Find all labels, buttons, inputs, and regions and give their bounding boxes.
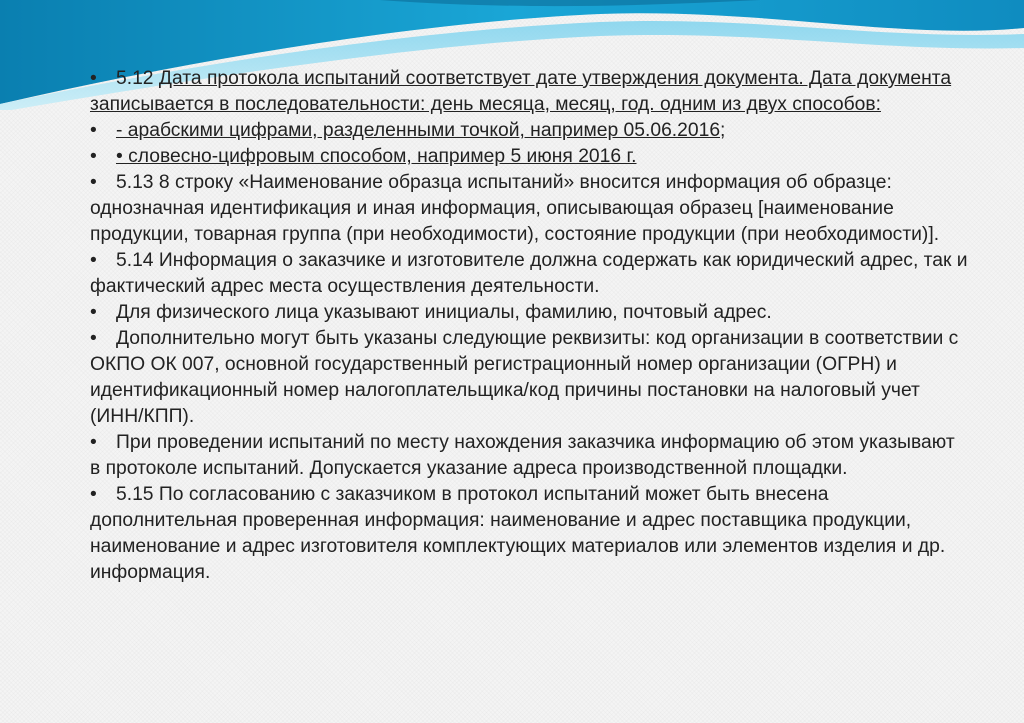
bullet: •: [90, 432, 97, 453]
paragraph-text: • словесно-цифровым способом, например 5 июня 2016 г.: [116, 146, 637, 167]
paragraph-text: При проведении испытаний по месту нахождения заказчика информацию об этом указывают в протоколе испытаний. Допускается указание адреса производственной площадки.: [90, 432, 955, 479]
slide-text: [90, 66, 970, 586]
bullet: •: [90, 484, 97, 505]
paragraph-verbal-format: [90, 144, 970, 170]
bullet: •: [90, 68, 97, 89]
paragraph-customer-location: [90, 430, 970, 482]
paragraph-5-12: [90, 66, 970, 118]
paragraph-text: 5.14 Информация о заказчике и изготовителе должна содержать как юридический адрес, так и фактический адрес места осуществления деятельности.: [90, 250, 968, 297]
paragraph-arabic-format: [90, 118, 970, 144]
paragraph-text: - арабскими цифрами, разделенными точкой, например 05.06.2016;: [116, 120, 726, 141]
paragraph-text: 5.13 8 строку «Наименование образца испытаний» вносится информация об образце: однозначная идентификация и иная информация, описывающая образец [наименование продукции, товарная группа (при необходимости), состояние продукции (при необходимости)].: [90, 172, 940, 245]
bullet: •: [90, 302, 97, 323]
paragraph-text-underlined: Дата протокола испытаний соответствует дате утверждения документа. Дата документа записывается в последовательности: день месяца, месяц, год. одним из двух способов:: [90, 68, 952, 115]
paragraph-text: Для физического лица указывают инициалы, фамилию, почтовый адрес.: [116, 302, 772, 323]
paragraph-text: Дополнительно могут быть указаны следующие реквизиты: код организации в соответствии с ОКПО ОК 007, основной государственный регистрационный номер организации (ОГРН) и идентификационный номер налогоплательщика/код причины постановки на налоговый учет (ИНН/КПП).: [90, 328, 959, 427]
paragraph-requisites: [90, 326, 970, 430]
bullet: •: [90, 250, 97, 271]
paragraph-text: 5.12: [116, 68, 159, 89]
paragraph-text: 5.15 По согласованию с заказчиком в протокол испытаний может быть внесена дополнительная проверенная информация: наименование и адрес поставщика продукции, наименование и адрес изготовителя комплектующих материалов или элементов изделия и др. информация.: [90, 484, 946, 583]
paragraph-individual: [90, 300, 970, 326]
bullet: •: [90, 146, 97, 167]
bullet: •: [90, 120, 97, 141]
paragraph-5-15: [90, 482, 970, 586]
paragraph-5-14: [90, 248, 970, 300]
bullet: •: [90, 172, 97, 193]
paragraph-5-13: [90, 170, 970, 248]
bullet: •: [90, 328, 97, 349]
